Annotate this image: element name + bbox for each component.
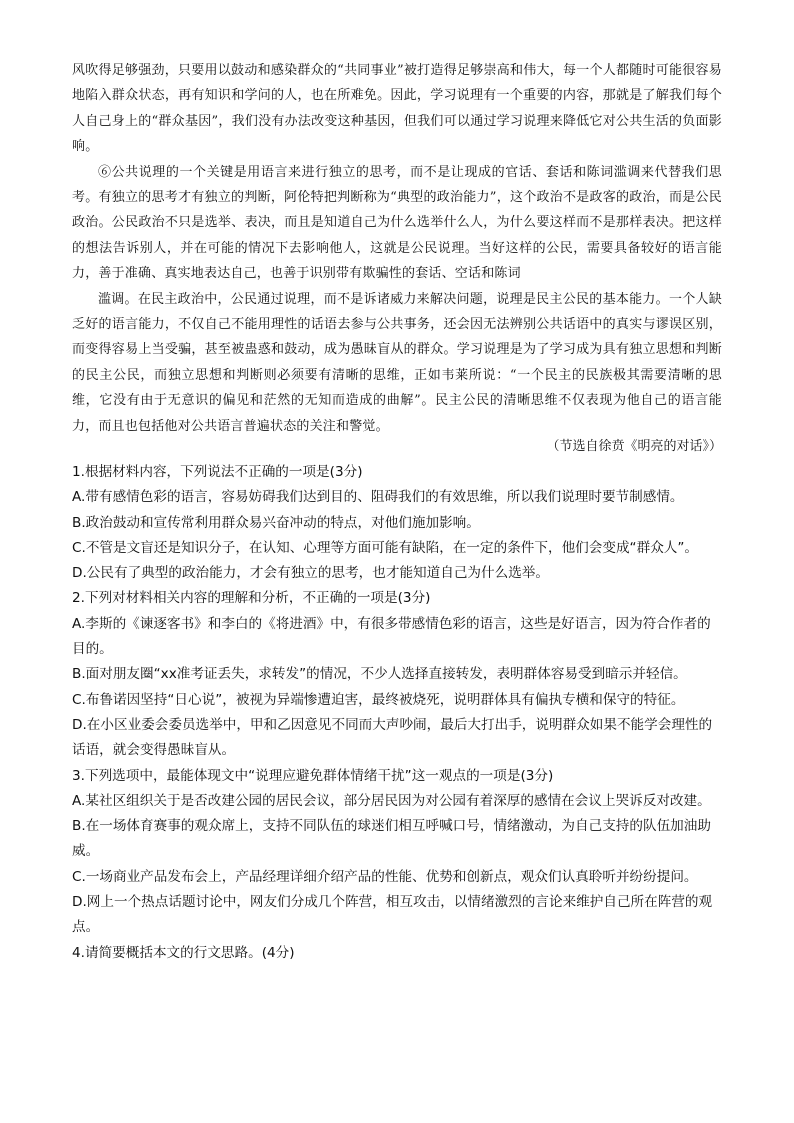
- question-2-option-c: C.布鲁诺因坚持“日心说”，被视为异端惨遭迫害，最终被烧死，说明群体具有偏执专横和保守的特征。: [72, 691, 685, 708]
- question-1-option-b: B.政治鼓动和宣传常利用群众易兴奋冲动的特点，对他们施加影响。: [72, 514, 480, 531]
- question-1-option-c: C.不管是文盲还是知识分子，在认知、心理等方面可能有缺陷，在一定的条件下，他们会变成“群众人”。: [72, 539, 699, 556]
- passage-source: （节选自徐贲《明亮的对话》）: [546, 439, 722, 454]
- passage-paragraph-2: ⑥公共说理的一个关键是用语言来进行独立的思考，而不是让现成的官话、套话和陈词滥调来代替我们思考。有独立的思考才有独立的判断，阿伦特把判断称为“典型的政治能力”，这个政治不是政客的政治，而是公民政治。公民政治不只是选举、表决，而且是知道自己为什么选举什么人，为什么要这样而不是那样表决。把这样的想法告诉别人，并在可能的情况下去影响他人，这就是公民说理。当好这样的公民，需要具备较好的语言能力，善于准确、真实地表达自己，也善于识别带有欺骗性的套话、空话和陈词: [72, 164, 722, 282]
- question-1-option-d: D.公民有了典型的政治能力，才会有独立的思考，也才能知道自己为什么选举。: [72, 565, 549, 582]
- question-3-option-b: B.在一场体育赛事的观众席上，支持不同队伍的球迷们相互呼喊口号，情绪激动，为自己支持的队伍加油助威。: [72, 818, 711, 860]
- question-2-option-a: A.李斯的《谏逐客书》和李白的《将进酒》中，有很多带感情色彩的语言，这些是好语言，因为符合作者的目的。: [72, 615, 711, 658]
- passage-paragraph-3: 滥调。在民主政治中，公民通过说理，而不是诉诸威力来解决问题，说理是民主公民的基本能力。一个人缺乏好的语言能力，不仅自己不能用理性的话语去参与公共事务，还会因无法辨别公共话语中的真实与谬误区别，而变得容易上当受骗，甚至被蛊惑和鼓动，成为愚昧盲从的群众。学习说理是为了学习成为具有独立思想和判断的民主公民，而独立思想和判断则必须要有清晰的思维，正如韦莱所说：“一个民主的民族极其需要清晰的思维，它没有由于无意识的偏见和茫然的无知而造成的曲解”。民主公民的清晰思维不仅表现为他自己的语言能力，而且也包括他对公共语言普遍状态的关注和警觉。: [72, 291, 722, 434]
- question-1-option-a: A.带有感情色彩的语言，容易妨碍我们达到目的、阻碍我们的有效思维，所以我们说理时要节制感情。: [72, 489, 684, 506]
- question-3-option-d: D.网上一个热点话题讨论中，网友们分成几个阵营，相互攻击，以情绪激烈的言论来维护自己所在阵营的观点。: [72, 894, 713, 936]
- question-2-option-d: D.在小区业委会委员选举中，甲和乙因意见不同而大声吵闹，最后大打出手，说明群众如果不能学会理性的话语，就会变得愚昧盲从。: [72, 716, 713, 759]
- question-3-option-c: C.一场商业产品发布会上，产品经理详细介绍产品的性能、优势和创新点，观众们认真聆听并纷纷提问。: [72, 868, 698, 885]
- passage-text: [72, 58, 722, 439]
- passage-paragraph-1: 风吹得足够强劲，只要用以鼓动和感染群众的“共同事业”被打造得足够崇高和伟大，每一个人都随时可能很容易地陷入群众状态，再有知识和学问的人，也在所难免。因此，学习说理有一个重要的内容，那就是了解我们每个人自己身上的“群众基因”，我们没有办法改变这种基因，但我们可以通过学习说理来降低它对公共生活的负面影响。: [72, 63, 722, 155]
- question-4-stem: 4.请简要概括本文的行文思路。(4分): [72, 944, 295, 961]
- question-1-stem: 1.根据材料内容，下列说法不正确的一项是(3分): [72, 464, 363, 480]
- question-3-option-a: A.某社区组织关于是否改建公园的居民会议，部分居民因为对公园有着深厚的感情在会议上哭诉反对改建。: [72, 792, 711, 809]
- question-2-stem: 2.下列对材料相关内容的理解和分析，不正确的一项是(3分): [72, 590, 431, 607]
- question-list: [72, 460, 722, 966]
- question-3-stem: 3.下列选项中，最能体现文中“说理应避免群体情绪干扰”这一观点的一项是(3分): [72, 767, 554, 784]
- question-2-option-b: B.面对朋友圈“xx准考证丢失，求转发”的情况，不少人选择直接转发，表明群体容易受到暗示并轻信。: [72, 666, 687, 683]
